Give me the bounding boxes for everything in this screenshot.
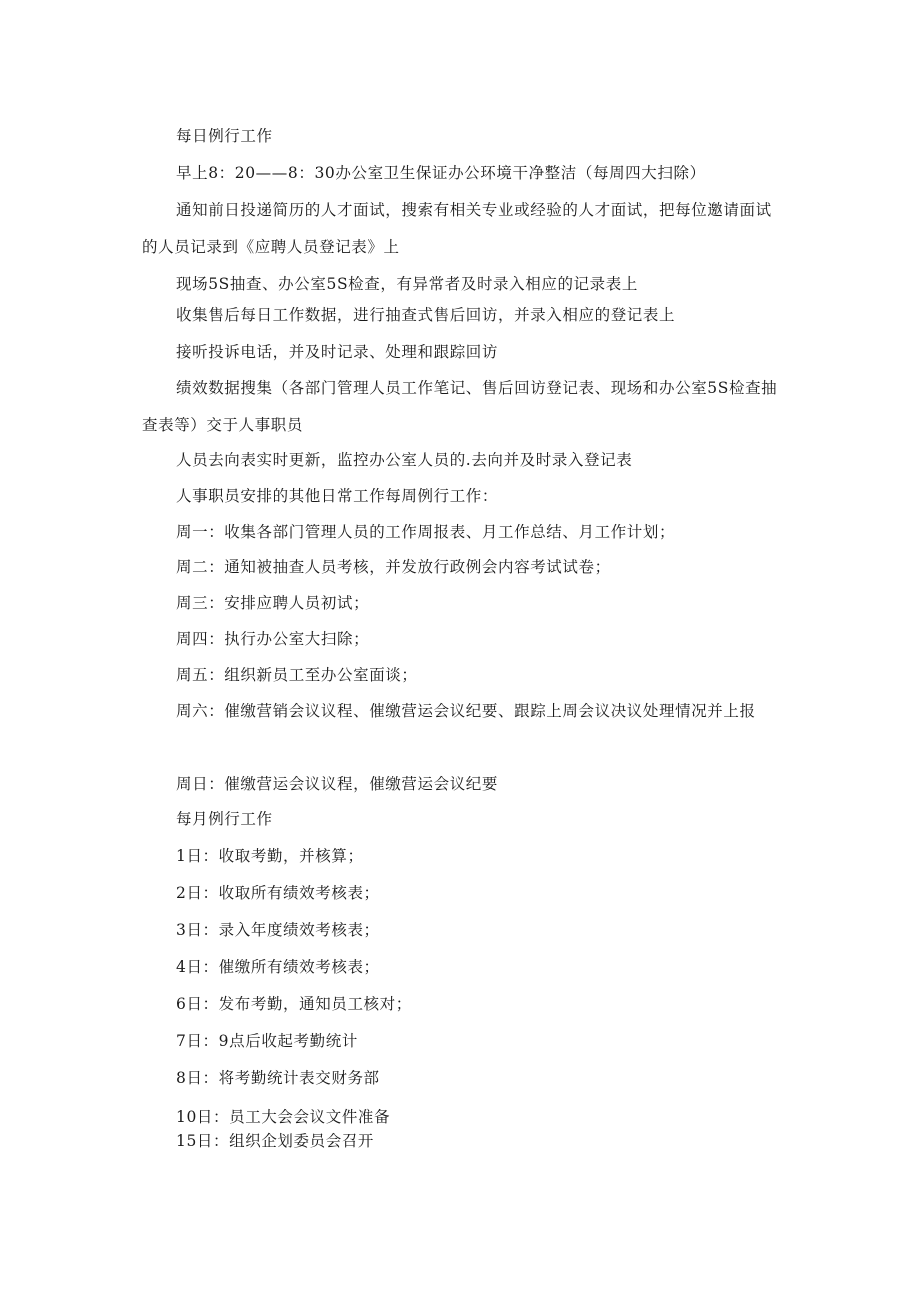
paragraph: 早上8：20——8：30办公室卫生保证办公环境干净整洁（每周四大扫除） — [176, 164, 706, 182]
list-item: 周五：组织新员工至办公室面谈； — [176, 666, 418, 684]
list-item: 8日：将考勤统计表交财务部 — [176, 1069, 380, 1087]
heading-monthly: 每月例行工作 — [176, 810, 273, 828]
list-item: 周四：执行办公室大扫除； — [176, 630, 370, 648]
heading-daily: 每日例行工作 — [176, 127, 273, 145]
list-item: 周一：收集各部门管理人员的工作周报表、月工作总结、月工作计划； — [176, 523, 676, 541]
list-item: 15日：组织企划委员会召开 — [176, 1132, 375, 1150]
list-item: 3日：录入年度绩效考核表； — [176, 921, 380, 939]
heading-weekly: 人事职员安排的其他日常工作每周例行工作： — [176, 487, 499, 505]
list-item: 2日：收取所有绩效考核表； — [176, 884, 380, 902]
paragraph: 绩效数据搜集（各部门管理人员工作笔记、售后回访登记表、现场和办公室5S检查抽查表等）交于人事职员 — [142, 379, 778, 434]
paragraph: 人员去向表实时更新，监控办公室人员的.去向并及时录入登记表 — [176, 451, 633, 469]
paragraph: 现场5S抽查、办公室5S检查，有异常者及时录入相应的记录表上 — [176, 275, 638, 293]
paragraph: 收集售后每日工作数据，进行抽查式售后回访，并录入相应的登记表上 — [176, 306, 676, 324]
list-item: 周日：催缴营运会议议程，催缴营运会议纪要 — [176, 775, 499, 793]
list-item: 6日：发布考勤，通知员工核对； — [176, 995, 412, 1013]
list-item: 周三：安排应聘人员初试； — [176, 594, 370, 612]
paragraph: 通知前日投递简历的人才面试，搜索有相关专业或经验的人才面试，把每位邀请面试的人员记录到《应聘人员登记表》上 — [142, 201, 772, 256]
list-item: 7日：9点后收起考勤统计 — [176, 1032, 358, 1050]
paragraph: 接听投诉电话，并及时记录、处理和跟踪回访 — [176, 343, 499, 361]
list-item: 周六：催缴营销会议议程、催缴营运会议纪要、跟踪上周会议决议处理情况并上报 — [176, 702, 756, 720]
list-item: 周二：通知被抽查人员考核，并发放行政例会内容考试试卷； — [176, 558, 611, 576]
list-item: 4日：催缴所有绩效考核表； — [176, 958, 380, 976]
list-item: 10日：员工大会会议文件准备 — [176, 1108, 391, 1126]
list-item: 1日：收取考勤，并核算； — [176, 847, 364, 865]
